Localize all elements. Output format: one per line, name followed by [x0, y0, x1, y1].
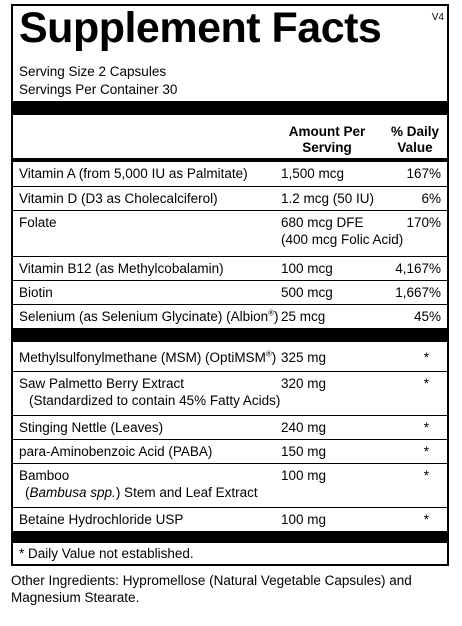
table-row: Vitamin D (D3 as Cholecalciferol) 1.2 mcg (50 IU) 6% — [13, 186, 447, 211]
table-row: Stinging Nettle (Leaves) 240 mg * — [13, 415, 447, 440]
header-amount-per-serving: Amount Per Serving — [288, 124, 366, 155]
table-row: para-Aminobenzoic Acid (PABA) 150 mg * — [13, 439, 447, 464]
thick-divider-middle — [13, 328, 447, 342]
supplement-facts-panel — [11, 4, 449, 566]
table-row: Folate 680 mcg DFE (400 mcg Folic Acid) 170% — [13, 210, 447, 257]
other-ingredients: Other Ingredients: Hypromellose (Natural Vegetable Capsules) and Magnesium Stearate. — [11, 573, 412, 605]
table-row: Bamboo (Bambusa spp.) Stem and Leaf Extract 100 mg * — [13, 463, 447, 508]
table-row: Vitamin B12 (as Methylcobalamin) 100 mcg 4,167% — [13, 256, 447, 281]
table-row: Saw Palmetto Berry Extract (Standardized to contain 45% Fatty Acids) 320 mg * — [13, 371, 447, 416]
servings-per-container: Servings Per Container 30 — [19, 82, 178, 97]
serving-size: Serving Size 2 Capsules — [19, 64, 167, 79]
thick-divider-top — [13, 101, 447, 115]
table-row: Vitamin A (from 5,000 IU as Palmitate) 1,500 mcg 167% — [19, 166, 441, 181]
table-row: Methylsulfonylmethane (MSM) (OptiMSM®) 325 mg * — [19, 349, 429, 365]
table-row: Betaine Hydrochloride USP 100 mg * — [13, 507, 447, 532]
panel-title: Supplement Facts — [19, 4, 382, 52]
version-code: V4 — [431, 12, 444, 23]
thick-divider-bottom — [13, 531, 447, 543]
footnote: * Daily Value not established. — [19, 546, 194, 561]
header-daily-value: % Daily Value — [390, 124, 440, 155]
table-row: Biotin 500 mcg 1,667% — [13, 280, 447, 305]
table-row: Selenium (as Selenium Glycinate) (Albion®) 25 mcg 45% — [13, 304, 447, 329]
